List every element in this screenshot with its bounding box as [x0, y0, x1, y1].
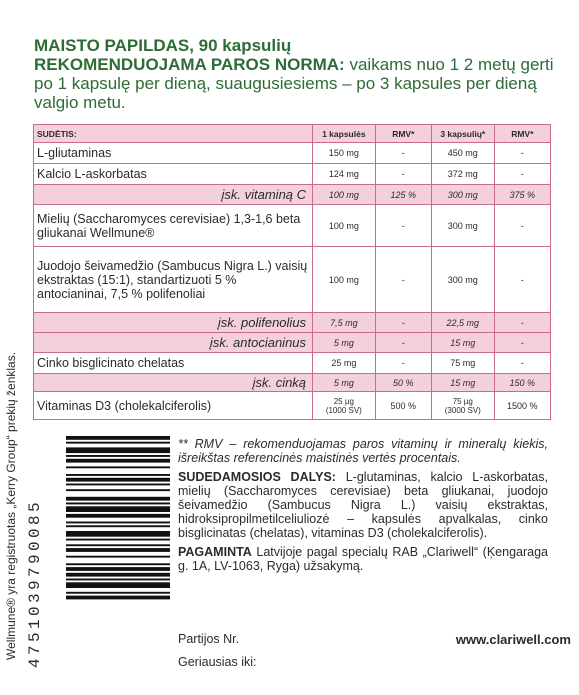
ingredient-name: Kalcio L-askorbatas: [34, 164, 313, 185]
table-subrow: [34, 374, 551, 392]
rmv-1: 500 %: [375, 392, 431, 420]
rmv-3: 150 %: [494, 374, 550, 392]
amount-3-main: 75 µg: [452, 396, 473, 406]
ingredient-name: įsk. antocianinus: [34, 333, 313, 353]
ingredient-name: L-gliutaminas: [34, 143, 313, 164]
rmv-3: -: [494, 333, 550, 353]
rmv-3: -: [494, 313, 550, 333]
best-before-label: Geriausias iki:: [178, 655, 257, 669]
ingredients-text: L-glutaminas, kalcio L-askorbatas, mielių (Saccharomyces cerevisiae) beta gliukanai, juodojo šeivamedžio (Sambucus Nigra L.) vaisių ekstraktas, hidroksipropilmetilceliuliozė – kapsulės apvalkalas, cinko bisglicinatas (chelatas), vitaminas D3 (cholekalciferolis).: [178, 470, 548, 540]
trademark-note: Wellmune® yra registruotas „Kerry Group“ prekių ženklas.: [4, 351, 18, 660]
table-row: [34, 353, 551, 374]
rmv-3: -: [494, 164, 550, 185]
rmv-3: 375 %: [494, 185, 550, 205]
table-row: [34, 164, 551, 185]
header-cell: 1 kapsulės: [313, 125, 376, 143]
ingredient-name: įsk. cinką: [34, 374, 313, 392]
amount-1: 100 mg: [313, 205, 376, 247]
header: [34, 36, 574, 112]
ingredient-name: Vitaminas D3 (cholekalciferolis): [34, 392, 313, 420]
rmv-1: -: [375, 313, 431, 333]
manufacturer-paragraph: [178, 545, 548, 573]
dosage-text: vaikams nuo 1 2 metų gerti po 1 kapsulę per dieną, suaugusiesiems – po 3 kapsules per dieną valgio metu.: [34, 55, 554, 112]
amount-1-iu: (1000 SV): [325, 405, 362, 415]
dosage-paragraph: [34, 55, 574, 112]
barcode-image: [44, 436, 170, 674]
rmv-1: -: [375, 205, 431, 247]
rmv-1: -: [375, 333, 431, 353]
rmv-3: -: [494, 205, 550, 247]
ingredient-name: įsk. vitaminą C: [34, 185, 313, 205]
table-row: [34, 205, 551, 247]
amount-1-main: 25 µg: [333, 396, 354, 406]
rmv-1: -: [375, 143, 431, 164]
amount-3: 75 mg: [431, 353, 494, 374]
ingredients-label: SUDEDAMOSIOS DALYS:: [178, 470, 336, 484]
notes: [178, 437, 548, 578]
batch-label: Partijos Nr.: [178, 632, 240, 646]
rmv-3: -: [494, 247, 550, 313]
header-cell: 3 kapsulių*: [431, 125, 494, 143]
amount-3: 300 mg: [431, 185, 494, 205]
composition-table: [33, 124, 551, 420]
amount-3: 300 mg: [431, 205, 494, 247]
rmv-footnote: ** RMV – rekomenduojamas paros vitaminų ir mineralų kiekis, išreikštas referencinės maistinės vertės procentais.: [178, 437, 548, 465]
ingredient-name: įsk. polifenolius: [34, 313, 313, 333]
rmv-1: -: [375, 353, 431, 374]
amount-3: 15 mg: [431, 374, 494, 392]
header-cell: RMV*: [494, 125, 550, 143]
made-text: Latvijoje pagal specialų RAB „Clariwell“ (Ķengaraga g. 1A, LV-1063, Ryga) užsakymą.: [178, 545, 548, 573]
amount-3: [431, 392, 494, 420]
amount-3: 372 mg: [431, 164, 494, 185]
ingredient-name: Juodojo šeivamedžio (Sambucus Nigra L.) vaisių ekstraktas (15:1), standartizuoti 5 % antocianinai, 7,5 % polifenoliai: [34, 247, 313, 313]
made-label: PAGAMINTA: [178, 545, 252, 559]
amount-1: 100 mg: [313, 247, 376, 313]
header-cell: SUDĖTIS:: [34, 125, 313, 143]
rmv-1: 50 %: [375, 374, 431, 392]
amount-1: 124 mg: [313, 164, 376, 185]
amount-3-iu: (3000 SV): [444, 405, 481, 415]
amount-1: 150 mg: [313, 143, 376, 164]
amount-3: 300 mg: [431, 247, 494, 313]
rmv-1: -: [375, 247, 431, 313]
best-before-row: [178, 655, 570, 669]
product-title: MAISTO PAPILDAS, 90 kapsulių: [34, 36, 292, 55]
dosage-label: REKOMENDUOJAMA PAROS NORMA:: [34, 55, 345, 74]
table-subrow: [34, 313, 551, 333]
website-link[interactable]: www.clariwell.com: [455, 632, 571, 647]
barcode-digits: 4751039790085: [26, 498, 44, 668]
amount-1: 5 mg: [313, 374, 376, 392]
rmv-1: 125 %: [375, 185, 431, 205]
amount-1: 5 mg: [313, 333, 376, 353]
amount-1: 100 mg: [313, 185, 376, 205]
amount-3: 450 mg: [431, 143, 494, 164]
ingredients-paragraph: [178, 470, 548, 540]
header-cell: RMV*: [375, 125, 431, 143]
table-header-row: [34, 125, 551, 143]
ingredient-name: Cinko bisglicinato chelatas: [34, 353, 313, 374]
rmv-1: -: [375, 164, 431, 185]
table-subrow: [34, 185, 551, 205]
rmv-3: -: [494, 143, 550, 164]
table-subrow: [34, 333, 551, 353]
amount-1: [313, 392, 376, 420]
table-row: [34, 247, 551, 313]
table-row: [34, 392, 551, 420]
ingredient-name: Mielių (Saccharomyces cerevisiae) 1,3-1,6 beta gliukanai Wellmune®: [34, 205, 313, 247]
amount-1: 7,5 mg: [313, 313, 376, 333]
rmv-3: -: [494, 353, 550, 374]
amount-3: 15 mg: [431, 333, 494, 353]
rmv-3: 1500 %: [494, 392, 550, 420]
table-row: [34, 143, 551, 164]
amount-3: 22,5 mg: [431, 313, 494, 333]
amount-1: 25 mg: [313, 353, 376, 374]
